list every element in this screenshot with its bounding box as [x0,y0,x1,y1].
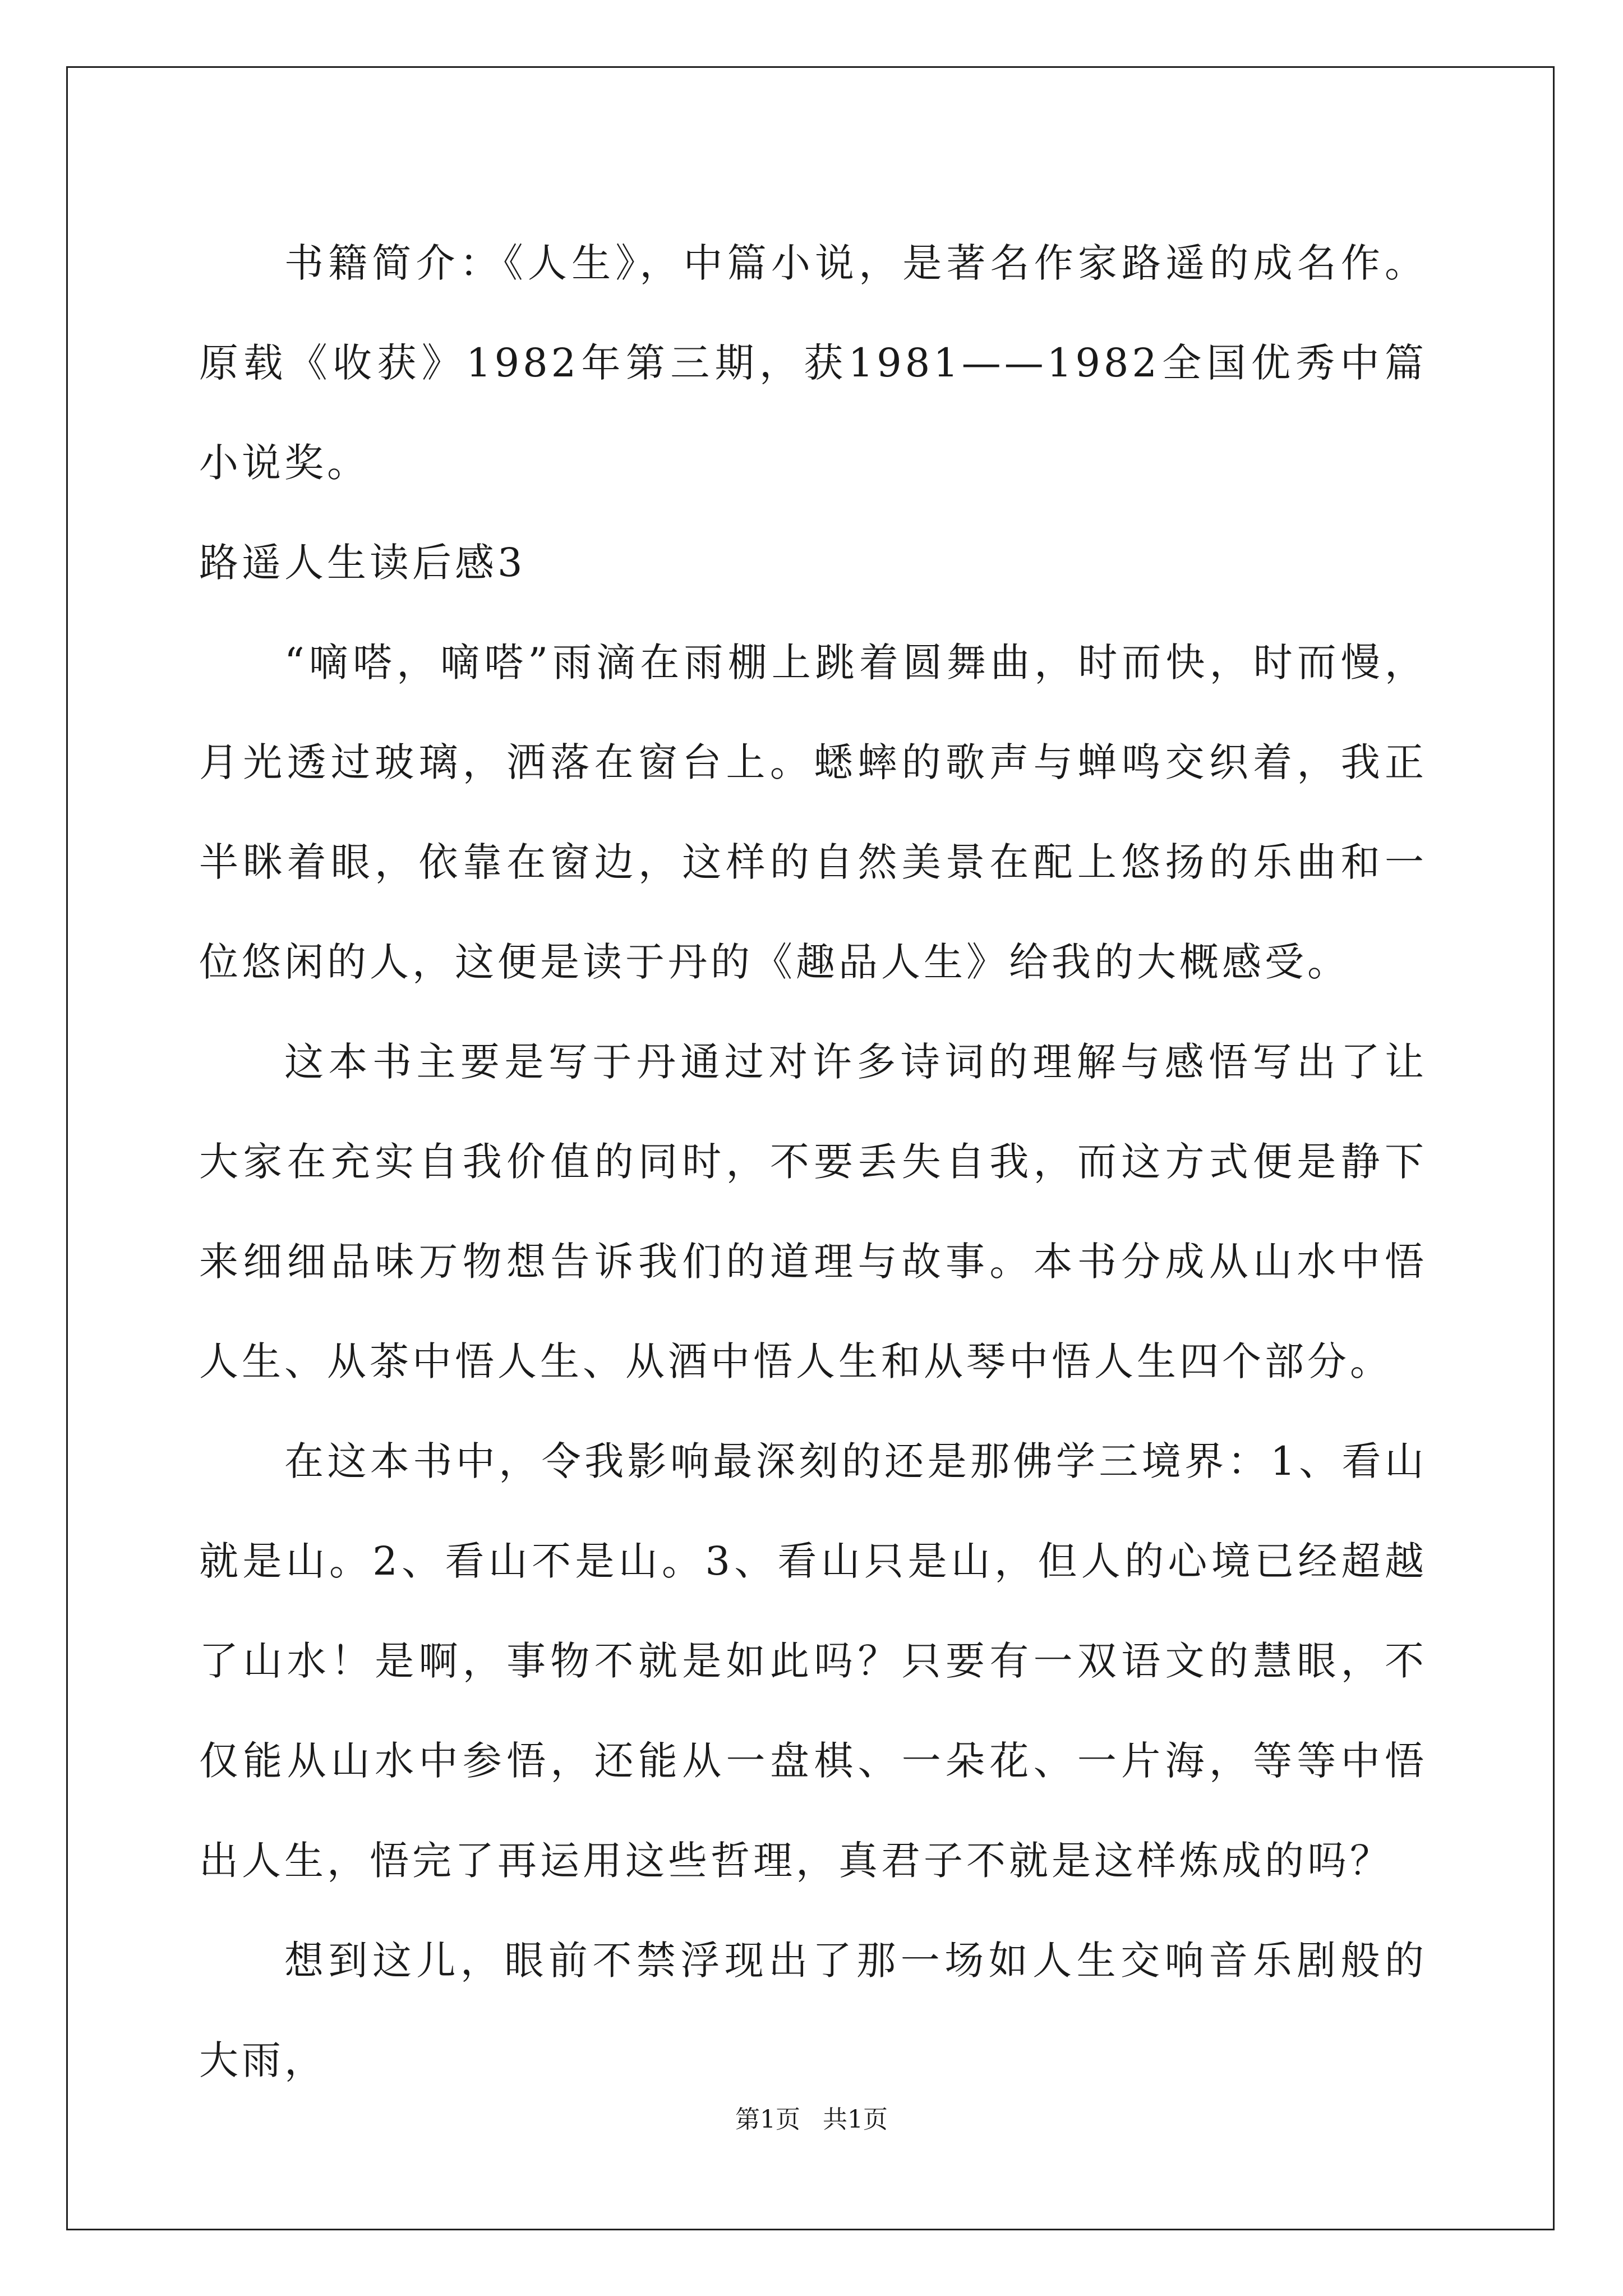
section-heading: 路遥人生读后感3 [199,540,526,586]
page-footer [0,2099,1623,2135]
document-body [199,213,1427,2110]
paragraph-closing: 想到这儿，眼前不禁浮现出了那一场如人生交响音乐剧般的大雨， [199,1938,1427,2083]
paragraph-book-intro: 书籍简介：《人生》，中篇小说，是著名作家路遥的成名作。原载《收获》1982年第三期，获1981——1982全国优秀中篇小说奖。 [199,240,1427,486]
page-total: 共1页 [823,2105,888,2134]
paragraph-three-realms: 在这本书中，令我影响最深刻的还是那佛学三境界：1、看山就是山。2、看山不是山。3、看山只是山，但人的心境已经超越了山水！是啊，事物不就是如此吗？只要有一双语文的慧眼，不仅能从山水中参悟，还能从一盘棋、一朵花、一片海，等等中悟出人生，悟完了再运用这些哲理，真君子不就是这样炼成的吗？ [199,1438,1427,1884]
paragraph-rain: “嘀嗒，嘀嗒”雨滴在雨棚上跳着圆舞曲，时而快，时而慢，月光透过玻璃，洒落在窗台上。蟋蟀的歌声与蝉鸣交织着，我正半眯着眼，依靠在窗边，这样的自然美景在配上悠扬的乐曲和一位悠闲的人，这便是读于丹的《趣品人生》给我的大概感受。 [199,639,1427,985]
paragraph-book-content: 这本书主要是写于丹通过对许多诗词的理解与感悟写出了让大家在充实自我价值的同时，不要丢失自我，而这方式便是静下来细细品味万物想告诉我们的道理与故事。本书分成从山水中悟人生、从茶中悟人生、从酒中悟人生和从琴中悟人生四个部分。 [199,1039,1427,1384]
page-number: 第1页 [735,2105,800,2134]
